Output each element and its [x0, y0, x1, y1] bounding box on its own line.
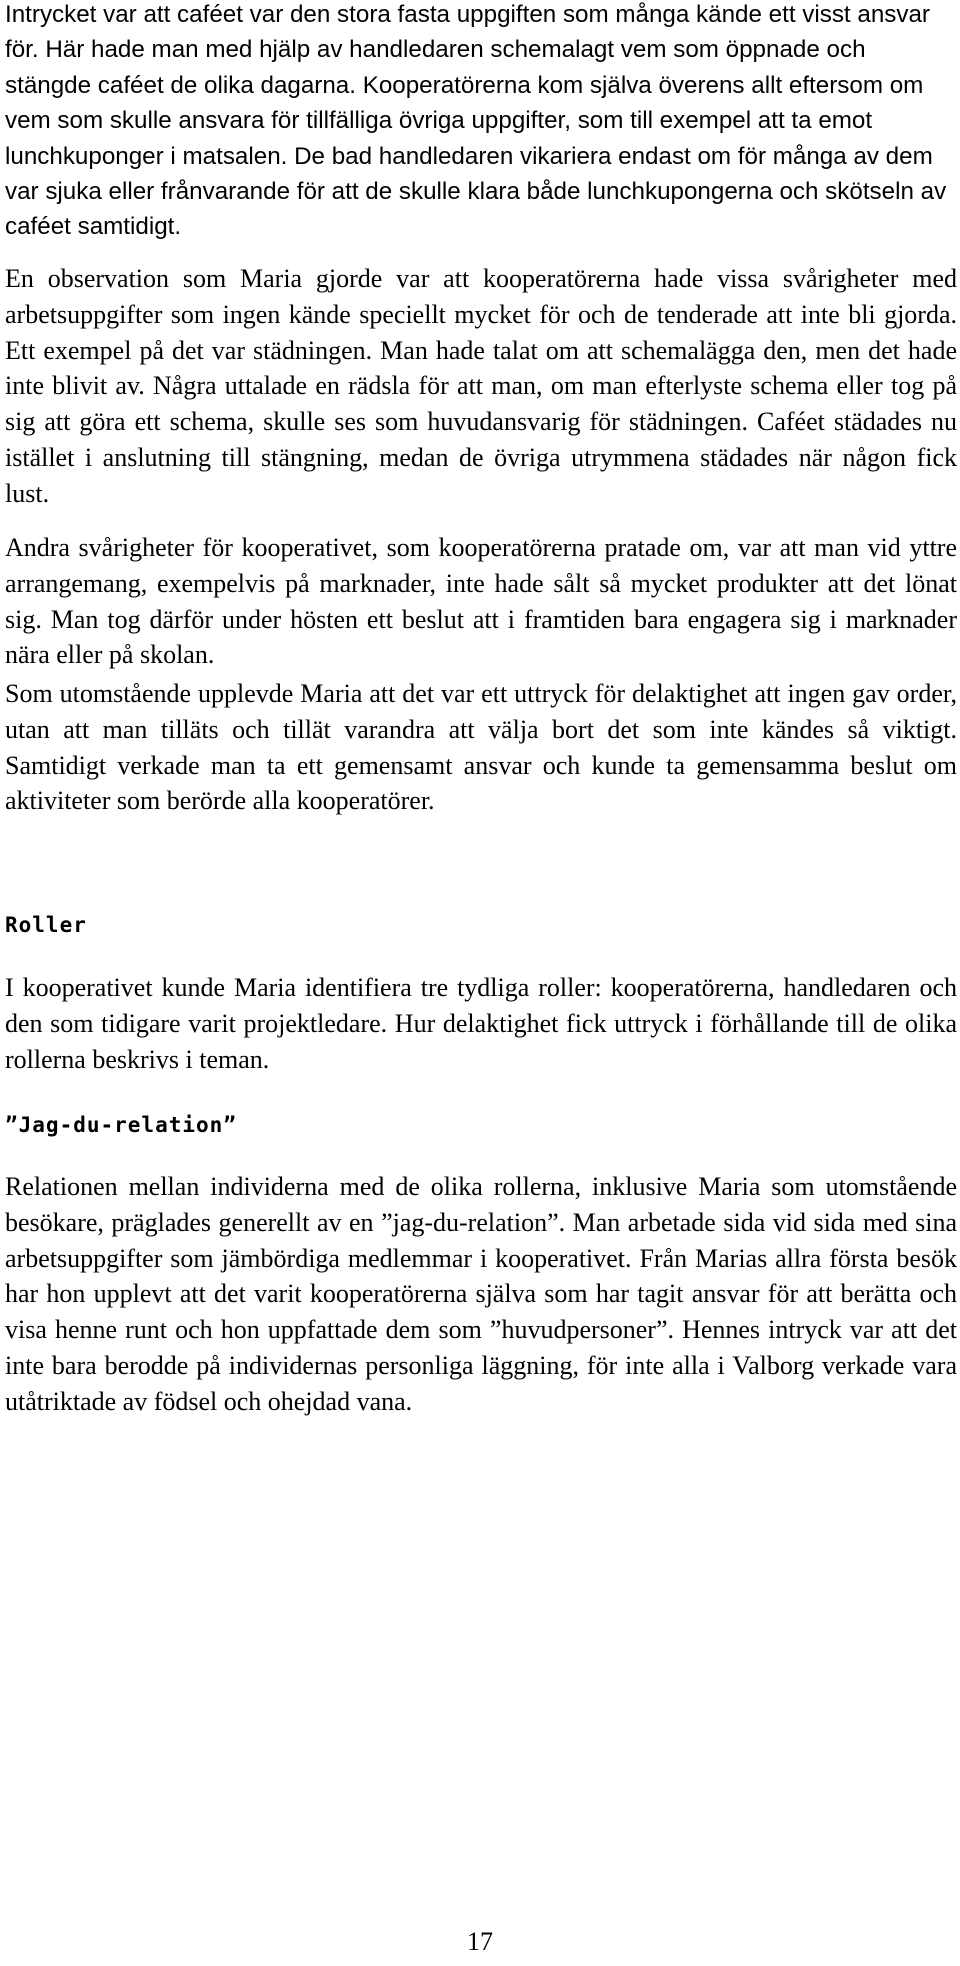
paragraph-jag-du-relation: Relationen mellan individerna med de olika rollerna, inklusive Maria som utomstående besökare, präglades generellt av en ”jag-du-relation”. Man arbetade sida vid sida med sina arbetsuppgifter som jämbördiga medlemmar i kooperativet. Från Marias allra första besök har hon upplevt att det varit kooperatörerna själva som har tagit ansvar för att berätta och visa henne runt och hon uppfattade dem som ”huvudpersoner”. Hennes intryck var att det inte bara berodde på individernas personliga läggning, för inte alla i Valborg verkade vara utåtriktade av födsel och ohejdad vana. — [5, 1172, 957, 1416]
paragraph-observation-difficulties: En observation som Maria gjorde var att kooperatörerna hade vissa svårigheter med arbetsuppgifter som ingen kände speciellt mycket för och de tenderade att inte bli gjorda. Ett exempel på det var städningen. Man hade talat om att schemalägga den, men det hade inte blivit av. Några uttalade en rädsla för att man, om man efterlyste schema eller tog på sig att göra ett schema, skulle ses som huvudansvarig för städningen. Caféet städades nu istället i anslutning till stängning, medan de övriga utrymmena städades när någon fick lust. — [5, 264, 957, 508]
paragraph-outsider-perception: Som utomstående upplevde Maria att det var ett uttryck för delaktighet att ingen gav order, utan att man tilläts och tillät varandra att välja bort det som inte kändes så viktigt. Samtidigt verkade man ta ett gemensamt ansvar och kunde ta gemensamma beslut om aktiviteter som berörde alla kooperatörer. — [5, 679, 957, 816]
paragraph-other-difficulties: Andra svårigheter för kooperativet, som kooperatörerna pratade om, var att man vid yttre arrangemang, exempelvis på marknader, inte hade sålt så mycket produkter att det lönat sig. Man tog därför under hösten ett beslut att i framtiden bara engagera sig i marknader nära eller på skolan. — [5, 533, 957, 670]
paragraph-roles-intro: I kooperativet kunde Maria identifiera tre tydliga roller: kooperatörerna, handledaren och den som tidigare varit projektledare. Hur delaktighet fick uttryck i förhållande till de olika rollerna beskrivs i teman. — [5, 973, 957, 1074]
section-heading-roller: Roller — [5, 913, 87, 937]
page-number: 17 — [467, 1927, 493, 1956]
paragraph-cafe-responsibility: Intrycket var att caféet var den stora fasta uppgiften som många kände ett visst ansvar för. Här hade man med hjälp av handledaren schemalagt vem som öppnade och stängde caféet de olika dagarna. Kooperatörerna kom själva överens allt eftersom om vem som skulle ansvara för tillfälliga övriga uppgifter, som till exempel att ta emot lunchkuponger i matsalen. De bad handledaren vikariera endast om för många av dem var sjuka eller frånvarande för att de skulle klara både lunchkupongerna och skötseln av caféet samtidigt. — [5, 1, 947, 241]
subsection-heading-jag-du-relation: ”Jag-du-relation” — [5, 1113, 237, 1137]
